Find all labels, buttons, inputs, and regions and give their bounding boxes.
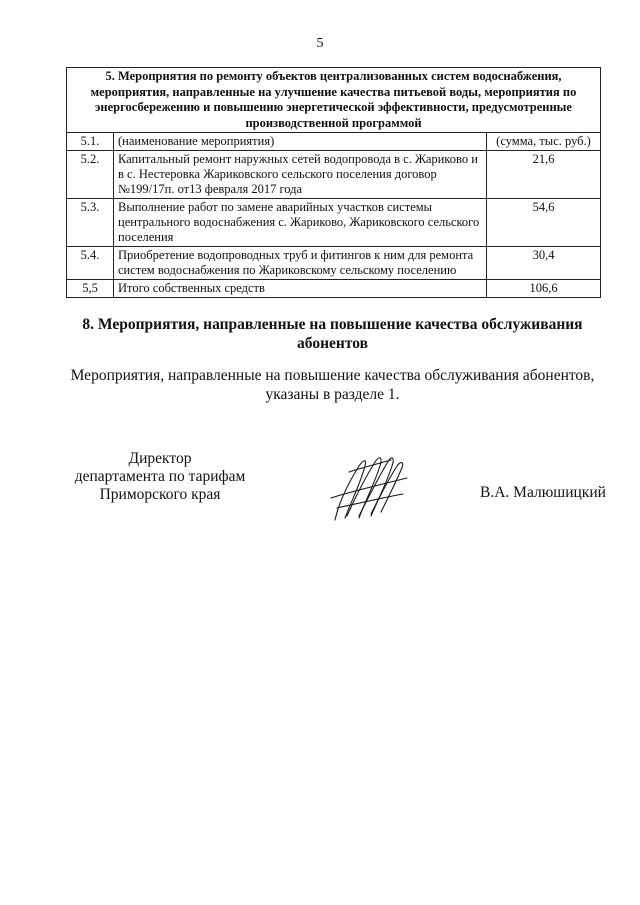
- section5-header-row: [67, 68, 601, 133]
- row-number: 5.1.: [67, 133, 114, 151]
- row-name: (наименование мероприятия): [114, 133, 487, 151]
- signer-position-line3: Приморского края: [99, 486, 221, 503]
- row-number: 5,5: [67, 280, 114, 298]
- row-sum: 21,6: [487, 151, 601, 199]
- table-row: [67, 151, 601, 199]
- row-number: 5.4.: [67, 247, 114, 280]
- row-number: 5.3.: [67, 199, 114, 247]
- table-row-total: [67, 280, 601, 298]
- row-sum: 106,6: [487, 280, 601, 298]
- row-name: Выполнение работ по замене аварийных участков системы центрального водоснабжения с. Жариково, Жариковского сельского поселения: [114, 199, 487, 247]
- signer-position: [40, 450, 280, 504]
- row-name: Итого собственных средств: [114, 280, 487, 298]
- section5-title: 5. Мероприятия по ремонту объектов централизованных систем водоснабжения, мероприятия, направленные на улучшение качества питьевой воды, мероприятия по энергосбережению и повышению энергетической эффективности, предусмотренные производственной программой: [67, 68, 601, 133]
- row-name: Приобретение водопроводных труб и фитингов к ним для ремонта систем водоснабжения по Жариковскому сельскому поселению: [114, 247, 487, 280]
- page-number: 5: [316, 36, 324, 51]
- row-sum: 54,6: [487, 199, 601, 247]
- table-row: [67, 247, 601, 280]
- row-sum: 30,4: [487, 247, 601, 280]
- table-row: [67, 133, 601, 151]
- handwritten-signature: [325, 452, 415, 524]
- signer-position-line2: департамента по тарифам: [74, 468, 246, 485]
- row-name: Капитальный ремонт наружных сетей водопровода в с. Жариково и в с. Нестеровка Жариковского сельского поселения договор №199/17п. от13 февраля 2017 года: [114, 151, 487, 199]
- section5-table: [66, 67, 601, 298]
- section8-title: 8. Мероприятия, направленные на повышение качества обслуживания абонентов: [82, 316, 583, 352]
- signer-position-line1: Директор: [128, 450, 192, 467]
- section8-text: Мероприятия, направленные на повышение качества обслуживания абонентов, указаны в разделе 1.: [70, 367, 595, 403]
- table-row: [67, 199, 601, 247]
- row-number: 5.2.: [67, 151, 114, 199]
- signer-name: В.А. Малюшицкий: [480, 484, 606, 501]
- row-sum: (сумма, тыс. руб.): [487, 133, 601, 151]
